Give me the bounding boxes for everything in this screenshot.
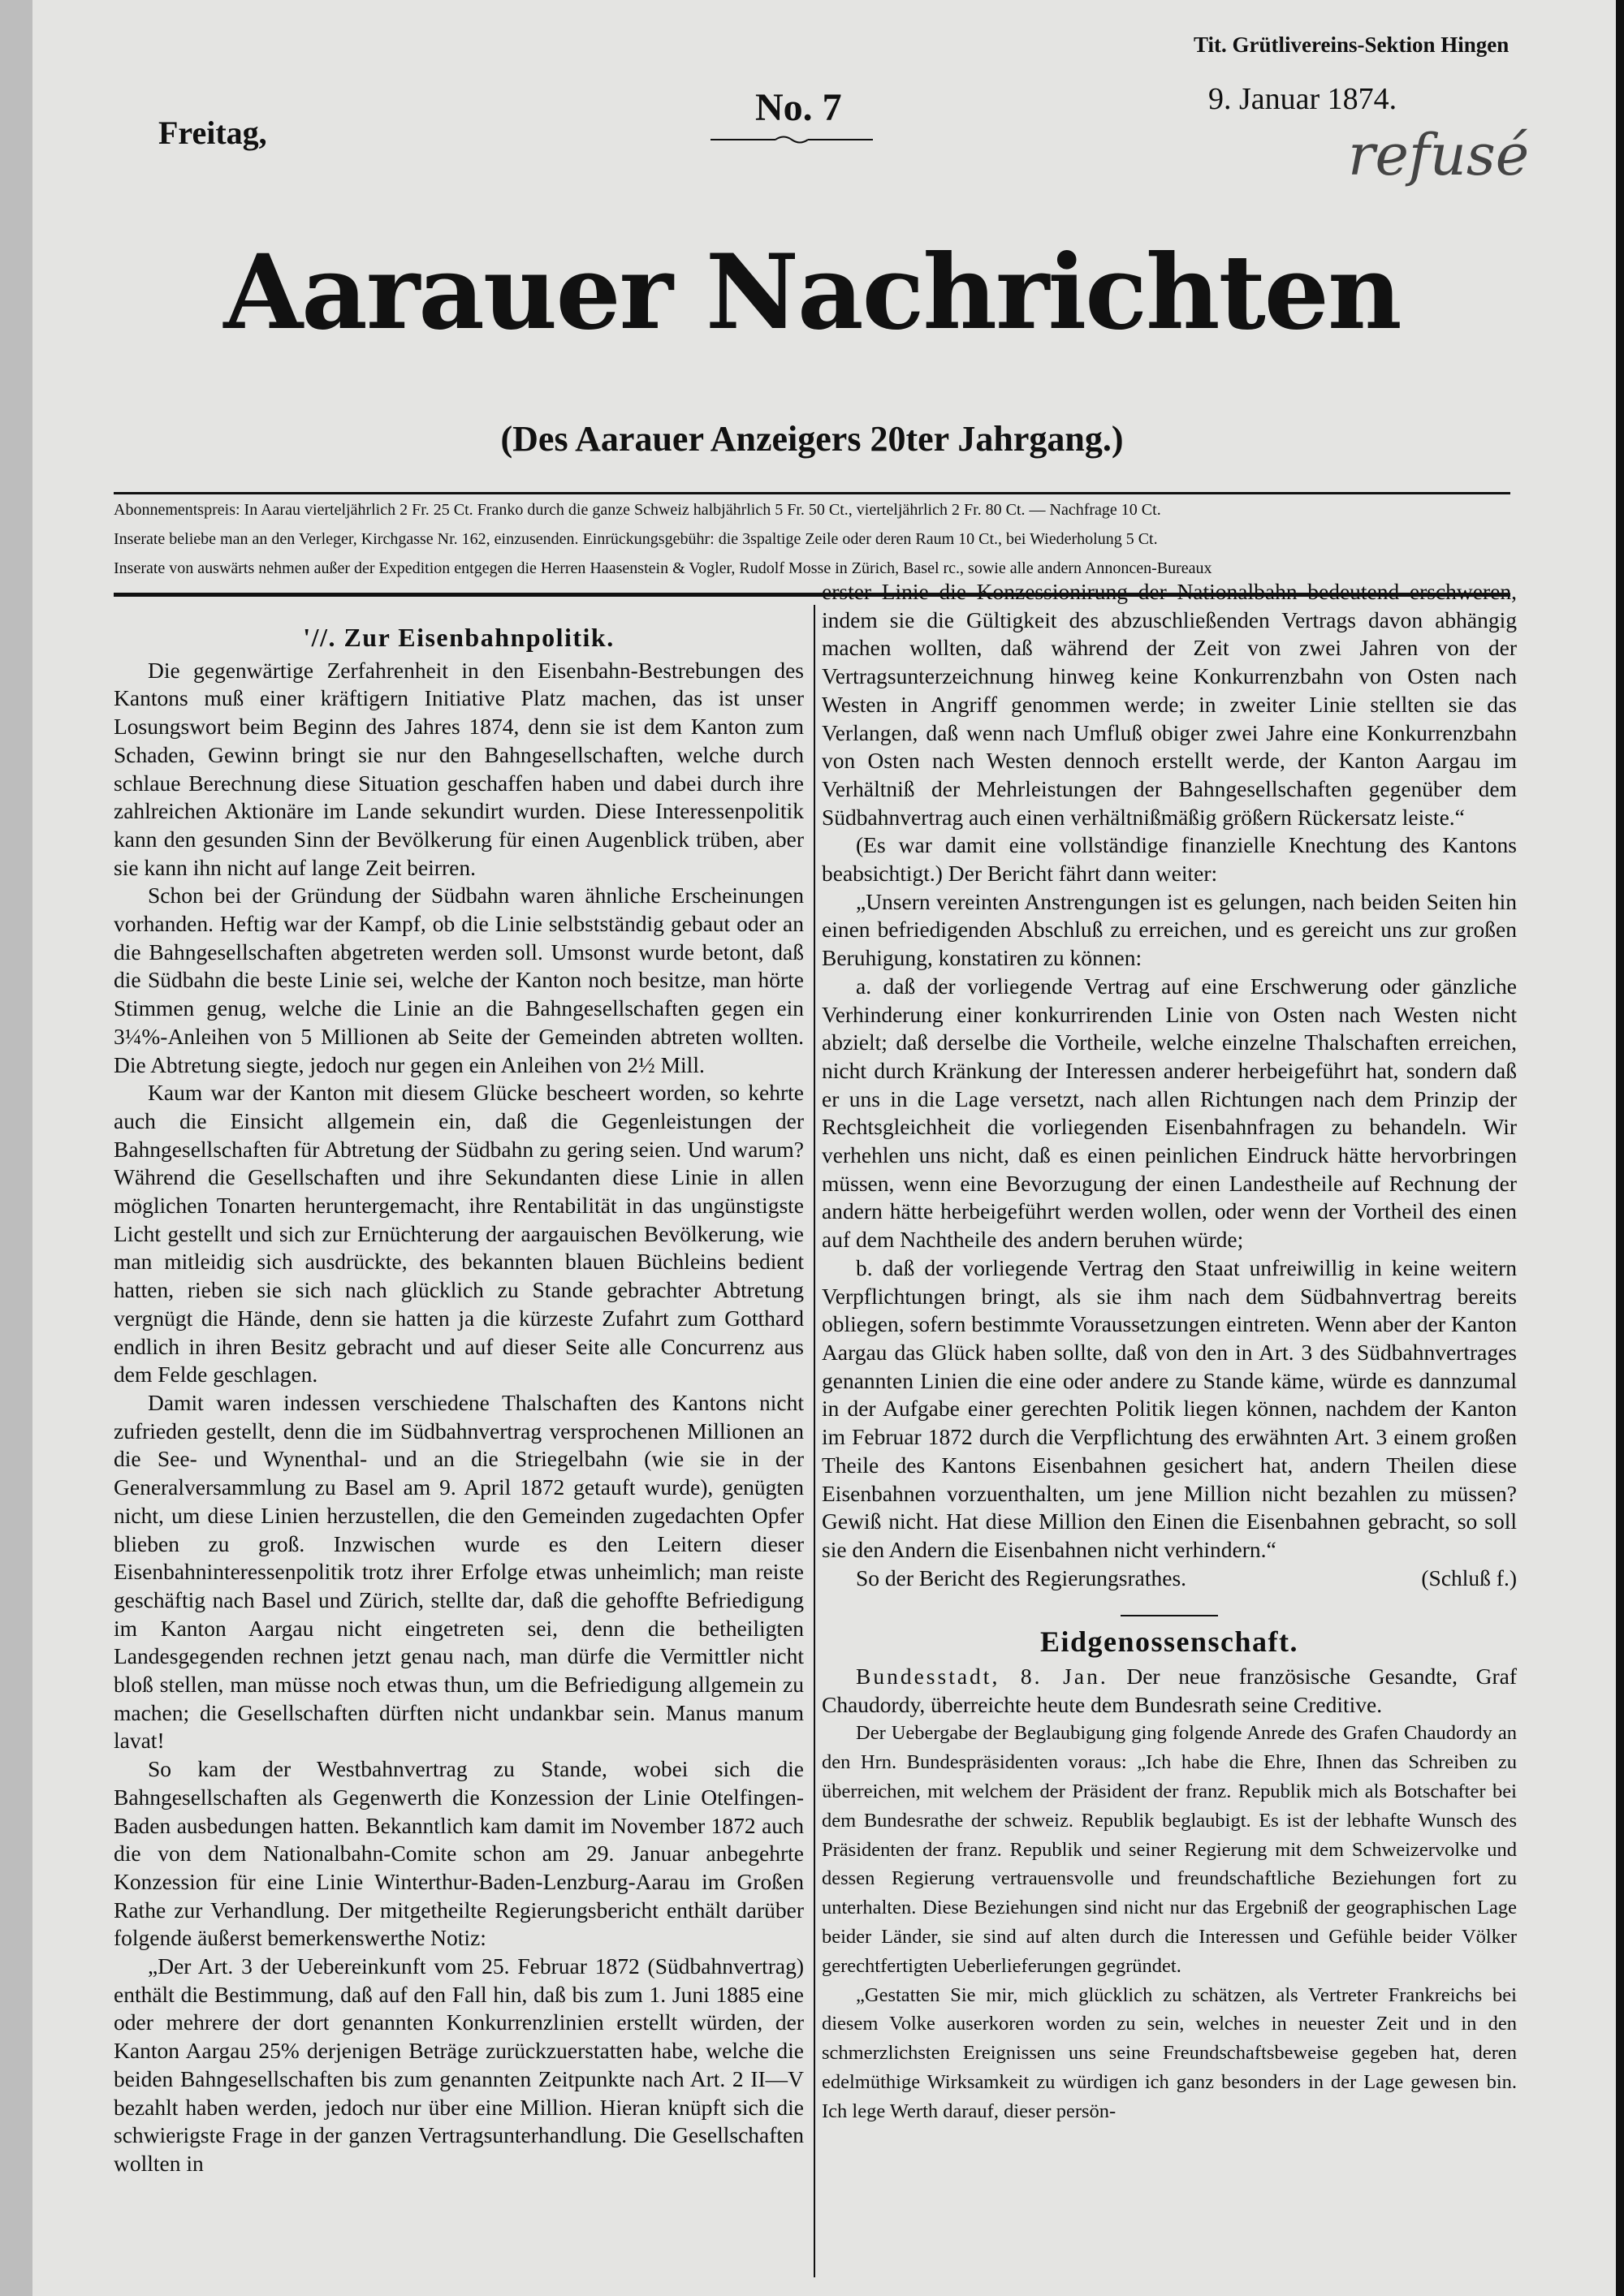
header-rule [114, 492, 1510, 494]
scan-margin-right [1616, 0, 1624, 2296]
paragraph: Schon bei der Gründung der Südbahn waren ähnliche Erscheinungen vorhanden. Heftig war der Kampf, ob die Linie selbstständig gebaut oder an die Bahngesellschaften abgetreten werden soll. Umsonst wurde betont, daß die Südbahn die beste Linie sei, welche der Kanton noch besitze, man hörte Stimmen genug, welche die Linie an die Bahngesellschaften gegen ein 3¼%-Anleihen von 5 Millionen ab Seite der Gemeinden abtreten wollten. Die Abtretung siegte, jedoch nur gegen ein Anleihen von 2½ Mill. [114, 883, 804, 1077]
ornament-divider-icon [710, 134, 873, 145]
handwritten-note: refusé [1348, 122, 1530, 188]
section-divider [1121, 1615, 1218, 1616]
issue-date: 9. Januar 1874. [1208, 82, 1397, 116]
section-heading: Eidgenossenschaft. [1039, 1625, 1299, 1659]
closing-text: So der Bericht des Regierungsrathes. [856, 1564, 1187, 1590]
subscription-line: Inserate beliebe man an den Verleger, Kirchgasse Nr. 162, einzusenden. Einrückungsgebühr: die 3spaltige Zeile oder deren Raum 10 Ct., bei Wiederholung 5 Ct. [114, 530, 1158, 548]
paragraph: a. daß der vorliegende Vertrag auf eine Erschwerung oder gänzliche Verhinderung einer konkurrirenden Linie von Osten nach Westen nicht abzielt; daß derselbe die Vortheile, welche einzelne Thalschaften erreichen, nicht durch Kränkung der Interessen anderer herbeigeführt hat, sondern daß er uns in die Lage versetzt, nach allen Richtungen nach dem Prinzip der Rechtsgleichheit die vorliegenden Eisenbahnfragen zu behandeln. Wir verhehlen uns nicht, daß es einen peinlichen Eindruck hätte hervorbringen müssen, wenn eine Bevorzugung der einen Landestheile auf Rechnung der andern hätte herbeigeführt werden wollen, oder wenn der Vortheil des einen auf dem Nachtheile des andern beruhen würde; [822, 973, 1517, 1253]
small-print-section [822, 1719, 1517, 2126]
masthead-subtitle: (Des Aarauer Anzeigers 20ter Jahrgang.) [500, 419, 1124, 459]
issue-number: No. 7 [755, 86, 842, 129]
closing-line [822, 1564, 1517, 1593]
paragraph: „Der Art. 3 der Uebereinkunft vom 25. Februar 1872 (Südbahnvertrag) enthält die Bestimmung, daß auf den Fall hin, daß bis zum 1. Juni 1885 eine oder mehrere der dort genannten Konkurrenzlinien erstellt würden, der Kanton Aargau 25% derjenigen Beträge zurückzuerstatten habe, welche die beiden Bahngesellschaften bis zum genannten Zeitpunkte nach Art. 2 II—V bezahlt haben werden, jedoch nur über eine Million. Hieran knüpft sich die schwierigste Frage in der ganzen Vertragsunterhandlung. Die Gesellschaften wollten in [114, 1953, 804, 2176]
paragraph: b. daß der vorliegende Vertrag den Staat unfreiwillig in keine weitern Verpflichtungen bringt, als sie ihm nach dem Südbahnvertrag bereits obliegen, sofern bestimmte Voraussetzungen eintreten. Wenn aber der Kanton Aargau das Glück haben sollte, daß von den in Art. 3 des Südbahnvertrages genannten Linien die eine oder andere zu Stande käme, würde es dannzumal in der Aufgabe einer gerechten Politik liegen können, nachdem der Kanton im Februar 1872 durch die Verpflichtung des erwähnten Art. 3 einem großen Theile des Kantons Eisenbahnen gesichert hat, andern Theilen diese Eisenbahnen vorzuenthalten, um jene Million nicht bezahlen zu müssen? Gewiß nicht. Hat diese Million den Einen die Eisenbahnen gebracht, so soll sie den Andern die Eisenbahnen nicht verhindern.“ [822, 1254, 1517, 1562]
article-eisenbahnpolitik [114, 624, 804, 2178]
paragraph: Der Uebergabe der Beglaubigung ging folgende Anrede des Grafen Chaudordy an den Hrn. Bundespräsidenten voraus: „Ich habe die Ehre, Ihnen das Schreiben zu überreichen, mit welchem der Präsident der franz. Republik mich als Botschafter bei dem Bundesrathe der schweiz. Republik beglaubigt. Es ist der lebhafte Wunsch des Präsidenten der franz. Republik und seiner Regierung mit dem Schweizervolke und dessen Regierung vertrauensvolle und freundschaftliche Beziehungen fort zu unterhalten. Diese Beziehungen sind nicht nur das Ergebniß der geographischen Lage beider Länder, sie sind auf alten durch die Interessen und Gefühle beider Völker gerechtfertigten Ueberlieferungen gegründet. [822, 1722, 1517, 1977]
right-column [822, 578, 1517, 2126]
paragraph: „Gestatten Sie mir, mich glücklich zu schätzen, als Vertreter Frankreichs bei diesem Volke auserkoren worden zu sein, welches in neuester Zeit und in den schmerzlichsten Ereignissen uns seine Freundschaftsbeweise gegeben hat, deren edelmüthige Wirksamkeit zu würdigen ich ganz besonders in der Lage gewesen bin. Ich lege Werth darauf, dieser persön- [822, 1983, 1517, 2122]
subscription-line: Inserate von auswärts nehmen außer der Expedition entgegen die Herren Haasenstein & Vogler, Rudolf Mosse in Zürich, Basel rc., sowie alle andern Annoncen-Bureaux [114, 559, 1212, 577]
paragraph: (Es war damit eine vollständige finanzielle Knechtung des Kantons beabsichtigt.) Der Bericht fährt dann weiter: [822, 832, 1517, 887]
continued-note: (Schluß f.) [1421, 1564, 1517, 1590]
weekday: Freitag, [158, 114, 267, 151]
lead-text: Der neue französische Gesandte, Graf Chaudordy, überreichte heute dem Bundesrath seine Creditive. [822, 1664, 1517, 1717]
addressee-label: Tit. Grütlivereins-Sektion Hingen [1194, 32, 1510, 57]
subscription-line: Abonnementspreis: In Aarau vierteljährlich 2 Fr. 25 Ct. Franko durch die ganze Schweiz halbjährlich 5 Fr. 50 Ct., vierteljährlich 2 Fr. 80 Ct. — Nachfrage 10 Ct. [114, 501, 1161, 519]
paragraph: erster Linie die Konzessionirung der Nationalbahn bedeutend erschweren, indem sie die Gültigkeit des abzuschließenden Vertrags davon abhängig machen wollten, daß während der Zeit von zwei Jahren von der Vertragsunterzeichnung hinweg keine Konkurrenzbahn von Osten nach Westen in Angriff genommen werde; in zweiter Linie stellten sie das Verlangen, daß wenn nach Umfluß obiger zwei Jahre eine Konkurrenzbahn von Osten nach Westen dennoch erstellt werde, der Kanton Aargau im Verhältniß der Mehrleistungen der Bahngesellschaften gegenüber dem Südbahnvertrag auch einen verhältnißmäßig größern Rückersatz leiste.“ [822, 579, 1517, 830]
paragraph: „Unsern vereinten Anstrengungen ist es gelungen, nach beiden Seiten hin einen befriedigenden Abschluß zu erreichen, und es gereicht uns zur großen Beruhigung, konstatiren zu können: [822, 888, 1517, 971]
dateline: Bundesstadt, 8. Jan. [856, 1664, 1108, 1690]
paragraph: Damit waren indessen verschiedene Thalschaften des Kantons nicht zufrieden gestellt, denn die im Südbahnvertrag versprochenen Millionen an die See- und Wynenthal- und an die Striegelbahn (wie sie in der Generalversammlung zu Basel am 9. April 1872 getauft wurde), genügten nicht, um diese Linien herzustellen, die den Gemeinden zugedachten Opfer blieben zu groß. Inzwischen wurde es den Leitern dieser Eisenbahninteressenpolitik trotz ihrer Erfolge etwas unheimlich; man reiste geschäftig nach Basel und Zürich, stellte dar, daß die gehoffte Befriedigung im Kanton Aargau nicht eingetreten sei, denn die betheiligten Landesgegenden rechnen jetzt genau nach, man dürfe die Vermittler nicht bloß stellen, man müsse noch etwas thun, um die Befriedigung allgemein zu machen; die Gesellschaften dürften nicht undankbar sein. Manus manum lavat! [114, 1389, 804, 1754]
paragraph: Die gegenwärtige Zerfahrenheit in den Eisenbahn-Bestrebungen des Kantons muß einer kräftigern Initiative Platz machen, das ist unser Losungswort beim Beginn des Jahres 1874, denn sie ist dem Kanton zum Schaden, Gewinn bringt sie nur den Bahngesellschaften, welche durch schlaue Berechnung diese Situation geschaffen haben und dabei durch ihre zahlreichen Aktionäre im Lande sekundirt wurden. Diese Interessenpolitik kann den gesunden Sinn der Bevölkerung für einen Augenblick trüben, aber sie kann ihn nicht auf lange Zeit beirren. [114, 657, 804, 880]
paragraph: So kam der Westbahnvertrag zu Stande, wobei sich die Bahngesellschaften als Gegenwerth die Konzession der Linie Otelfingen-Baden ausbedungen hatten. Bekanntlich kam damit im November 1872 auch die von dem Nationalbahn-Comite schon am 29. Januar anbegehrte Konzession für eine Linie Winterthur-Baden-Lenzburg-Aarau im Großen Rathe zur Verhandlung. Der mitgetheilte Regierungsbericht enthält darüber folgende äußerst bemerkenswerthe Notiz: [114, 1756, 804, 1951]
news-lead [822, 1663, 1517, 1719]
article-title: '//. Zur Eisenbahnpolitik. [303, 623, 615, 652]
paragraph: Kaum war der Kanton mit diesem Glücke bescheert worden, so kehrte auch die Einsicht allgemein ein, daß die Gegenleistungen der Bahngesellschaften für Abtretung der Südbahn zu gering seien. Und warum? Während die Gesellschaften und ihre Sekundanten diese Linie in allen möglichen Tonarten heruntergemacht, ihre Rentabilität in das ungünstigste Licht gestellt und sich zur Ernüchterung der aargauischen Bevölkerung, wie man mitleidig sich ausdrückte, des bekannten blauen Büchleins bedient hatten, rieben sie sich nach glücklich zu Stande gebrachter Abtretung vergnügt die Hände, denn sie hatten ja die kürzeste Zufahrt zum Gotthard endlich in ihren Besitz gebracht und auf dieser Seite alle Concurrenz aus dem Felde geschlagen. [114, 1080, 804, 1388]
column-divider [814, 605, 815, 2277]
masthead-title: Aarauer Nachrichten [223, 232, 1401, 352]
scan-margin-left [0, 0, 32, 2296]
